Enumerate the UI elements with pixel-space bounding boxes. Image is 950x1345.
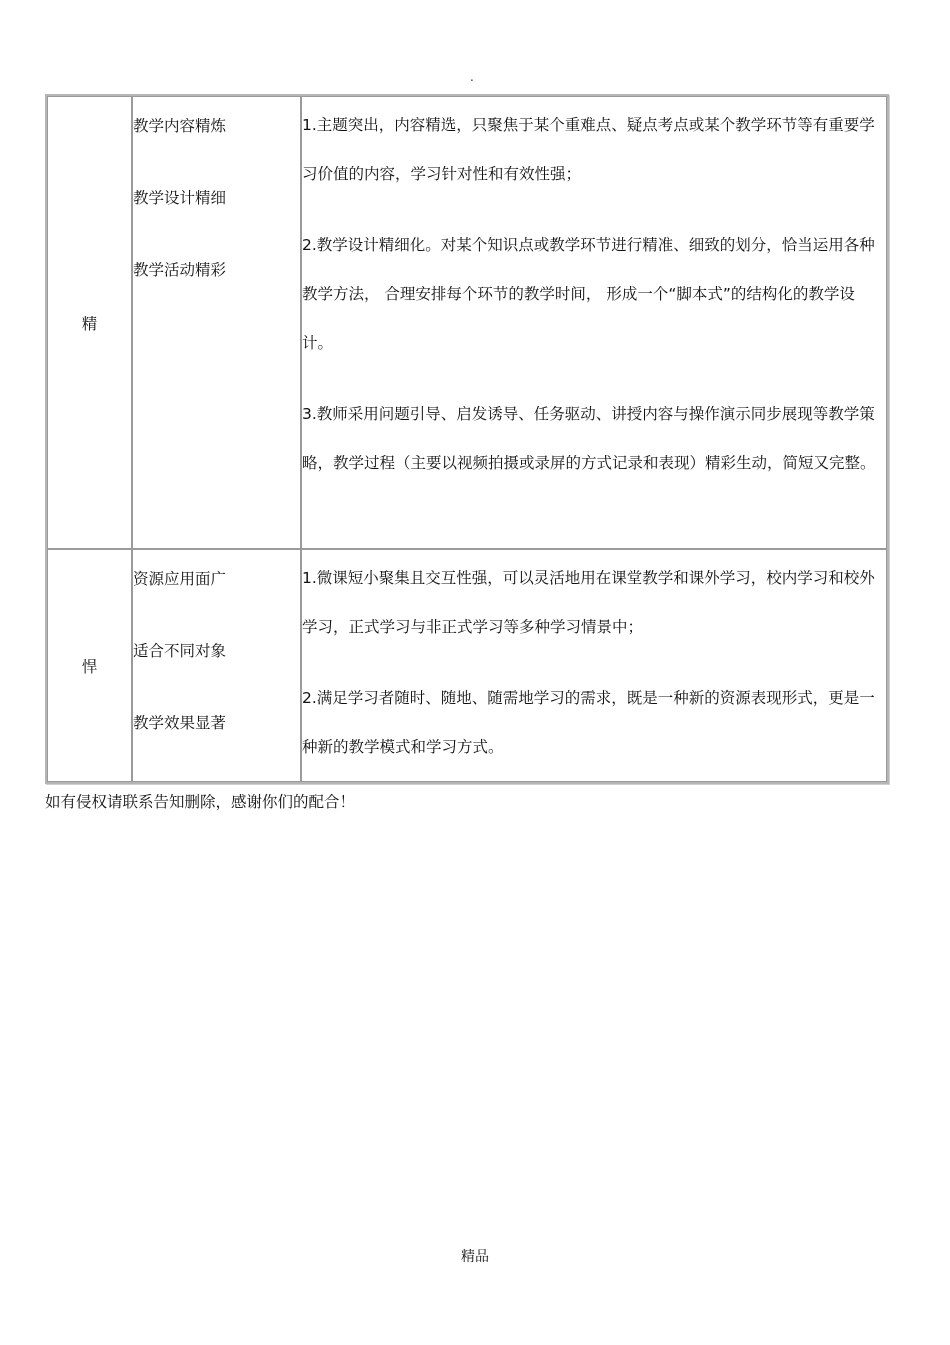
detail-paragraph: 1.微课短小聚集且交互性强，可以灵活地用在课堂教学和课外学习，校内学习和校外学习，正式学习与非正式学习等多种学习情景中； (302, 569, 875, 636)
row-label: 精 (81, 314, 98, 333)
detail-paragraph: 1.主题突出，内容精选，只聚焦于某个重难点、疑点考点或某个教学环节等有重要学习价值的内容，学习针对性和有效性强； (302, 116, 875, 183)
table-row (47, 96, 887, 549)
row-label-cell (47, 96, 132, 549)
criteria-item: 资源应用面广 (133, 570, 227, 588)
criteria-item: 教学设计精细 (133, 189, 227, 207)
page-footer: 精品 (461, 1249, 489, 1265)
criteria-item: 教学活动精彩 (133, 261, 227, 279)
criteria-cell (132, 96, 301, 549)
header-dot: . (470, 70, 474, 84)
copyright-notice: 如有侵权请联系告知删除，感谢你们的配合！ (45, 793, 356, 811)
row-label: 悍 (81, 657, 98, 676)
detail-paragraph: 2.满足学习者随时、随地、随需地学习的需求，既是一种新的资源表现形式，更是一种新的教学模式和学习方式。 (302, 689, 875, 756)
table-row (47, 549, 887, 782)
details-cell (301, 549, 887, 782)
detail-paragraph: 3.教师采用问题引导、启发诱导、任务驱动、讲授内容与操作演示同步展现等教学策略，教学过程（主要以视频拍摄或录屏的方式记录和表现）精彩生动，简短又完整。 (302, 405, 876, 472)
criteria-item: 教学效果显著 (133, 714, 227, 732)
feature-table (45, 94, 889, 784)
criteria-item: 适合不同对象 (133, 642, 227, 660)
detail-paragraph: 2.教学设计精细化。对某个知识点或教学环节进行精准、细致的划分，恰当运用各种教学方法， 合理安排每个环节的教学时间， 形成一个“脚本式”的结构化的教学设计。 (302, 236, 875, 352)
details-cell (301, 96, 887, 549)
criteria-cell (132, 549, 301, 782)
row-label-cell (47, 549, 132, 782)
criteria-item: 教学内容精炼 (133, 117, 227, 135)
